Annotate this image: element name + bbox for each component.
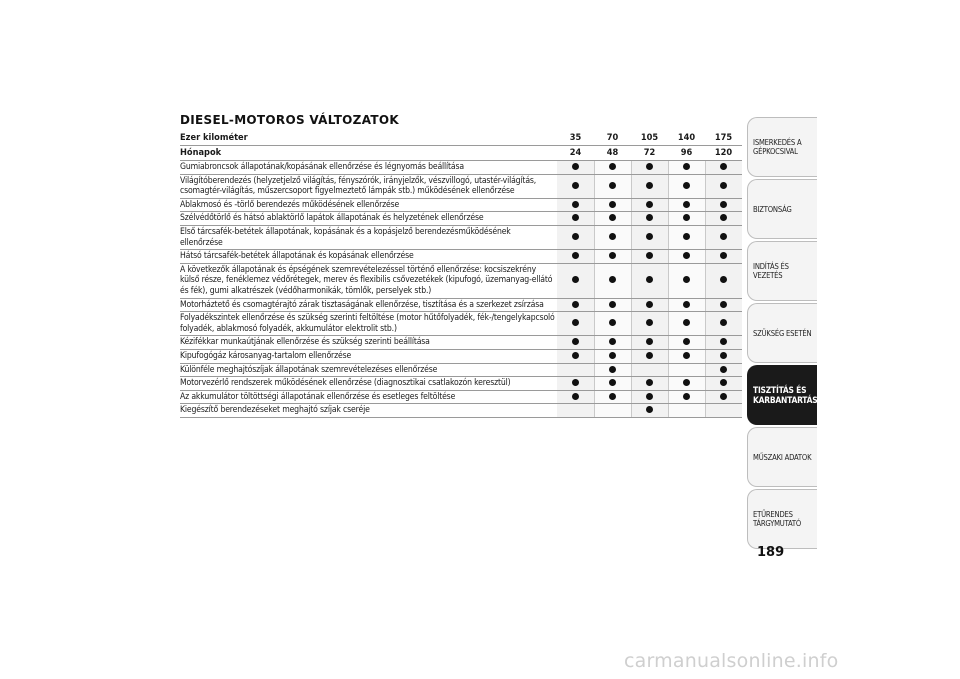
table-row	[180, 298, 742, 312]
check-dot-icon	[683, 252, 690, 259]
interval-cell	[557, 349, 594, 363]
check-dot-icon	[720, 366, 727, 373]
interval-cell	[631, 212, 668, 226]
interval-cell	[668, 377, 705, 391]
interval-cell	[594, 363, 631, 377]
header-value: 72	[631, 146, 668, 161]
check-dot-icon	[720, 252, 727, 259]
maintenance-table	[180, 131, 742, 418]
interval-cell	[668, 349, 705, 363]
check-dot-icon	[646, 319, 653, 326]
check-dot-icon	[720, 182, 727, 189]
check-dot-icon	[646, 214, 653, 221]
check-dot-icon	[646, 276, 653, 283]
interval-cell	[668, 250, 705, 264]
interval-cell	[631, 298, 668, 312]
interval-cell	[594, 225, 631, 249]
interval-cell	[631, 161, 668, 175]
interval-cell	[668, 336, 705, 350]
chapter-tab-label: INDÍTÁS ÉS VEZETÉS	[753, 262, 789, 280]
check-dot-icon	[683, 352, 690, 359]
header-value: 48	[594, 146, 631, 161]
header-value: 35	[557, 131, 594, 146]
page-number: 189	[757, 545, 785, 560]
interval-cell	[557, 225, 594, 249]
table-row	[180, 198, 742, 212]
chapter-tab[interactable]	[747, 303, 817, 363]
header-label: Hónapok	[180, 146, 557, 161]
row-description-text: Kiegészítő berendezéseket meghajtó szíjak cseréje	[180, 405, 370, 416]
interval-cell	[557, 377, 594, 391]
interval-cell	[594, 263, 631, 298]
interval-cell	[557, 250, 594, 264]
interval-cell	[631, 225, 668, 249]
interval-cell	[705, 161, 742, 175]
check-dot-icon	[572, 379, 579, 386]
interval-cell	[594, 390, 631, 404]
row-description	[180, 377, 557, 391]
interval-cell	[705, 363, 742, 377]
interval-cell	[668, 161, 705, 175]
check-dot-icon	[683, 393, 690, 400]
row-description	[180, 225, 557, 249]
watermark: carmanualsonline.info	[624, 650, 839, 672]
interval-cell	[557, 263, 594, 298]
check-dot-icon	[609, 163, 616, 170]
row-description-text: Motorháztető és csomagtérajtó zárak tisztaságának ellenőrzése, tisztítása és a szerkezet zsírzása	[180, 299, 544, 310]
interval-cell	[594, 250, 631, 264]
interval-cell	[705, 263, 742, 298]
interval-cell	[557, 363, 594, 377]
table-row	[180, 404, 742, 418]
chapter-tab-label: TISZTÍTÁS ÉS KARBANTARTÁS	[753, 385, 818, 405]
row-description	[180, 198, 557, 212]
table-row	[180, 174, 742, 198]
interval-cell	[631, 250, 668, 264]
table-row	[180, 390, 742, 404]
row-description	[180, 161, 557, 175]
table-row	[180, 161, 742, 175]
check-dot-icon	[609, 201, 616, 208]
row-description-text: Kipufogógáz károsanyag-tartalom ellenőrzése	[180, 350, 352, 361]
interval-cell	[631, 198, 668, 212]
interval-cell	[594, 312, 631, 336]
row-description-text: Folyadékszintek ellenőrzése és szükség szerinti feltöltése (motor hűtőfolyadék, fék-/tengelykapcsoló folyadék, ablakmosó folyadék, akkumulátor elektrolit stb.)	[180, 313, 555, 334]
check-dot-icon	[683, 233, 690, 240]
check-dot-icon	[720, 201, 727, 208]
header-row	[180, 131, 742, 146]
header-label: Ezer kilométer	[180, 131, 557, 146]
check-dot-icon	[720, 393, 727, 400]
interval-cell	[594, 161, 631, 175]
check-dot-icon	[609, 393, 616, 400]
interval-cell	[705, 312, 742, 336]
interval-cell	[668, 212, 705, 226]
interval-cell	[631, 174, 668, 198]
interval-cell	[557, 212, 594, 226]
check-dot-icon	[646, 406, 653, 413]
chapter-tab-label: ISMERKEDÉS A GÉPKOCSIVAL	[753, 138, 802, 156]
check-dot-icon	[683, 338, 690, 345]
check-dot-icon	[572, 393, 579, 400]
check-dot-icon	[572, 338, 579, 345]
interval-cell	[557, 390, 594, 404]
chapter-tab-label: ETŰRENDES TÁRGYMUTATÓ	[753, 510, 801, 528]
check-dot-icon	[572, 276, 579, 283]
row-description	[180, 263, 557, 298]
interval-cell	[594, 298, 631, 312]
check-dot-icon	[720, 301, 727, 308]
interval-cell	[668, 263, 705, 298]
check-dot-icon	[572, 201, 579, 208]
check-dot-icon	[720, 214, 727, 221]
header-value: 105	[631, 131, 668, 146]
row-description	[180, 250, 557, 264]
check-dot-icon	[609, 301, 616, 308]
interval-cell	[668, 298, 705, 312]
interval-cell	[705, 298, 742, 312]
check-dot-icon	[609, 319, 616, 326]
check-dot-icon	[720, 276, 727, 283]
chapter-tab[interactable]	[747, 117, 817, 177]
row-description-text: Az akkumulátor töltöttségi állapotának ellenőrzése és esetleges feltöltése	[180, 391, 456, 402]
interval-cell	[668, 225, 705, 249]
interval-cell	[631, 390, 668, 404]
check-dot-icon	[609, 338, 616, 345]
header-value: 96	[668, 146, 705, 161]
interval-cell	[631, 363, 668, 377]
interval-cell	[557, 404, 594, 418]
row-description-text: A következők állapotának és épségének szemrevételezéssel történő ellenőrzése: kocsiszekrény külső része, fenéklemez védőrétegek, merev és flexibilis csővezetékek (kipufogó, üzemanyag-ellátó és fék), gumi alkatrészek (védőharmonikák, tömlők, perselyek stb.)	[180, 264, 553, 296]
header-row	[180, 146, 742, 161]
interval-cell	[705, 174, 742, 198]
interval-cell	[594, 377, 631, 391]
row-description-text: Szélvédőtörlő és hátsó ablaktörlő lapátok állapotának és helyzetének ellenőrzése	[180, 213, 484, 224]
row-description	[180, 312, 557, 336]
interval-cell	[705, 198, 742, 212]
chapter-tab-label: BIZTONSÁG	[753, 204, 792, 214]
table-row	[180, 225, 742, 249]
check-dot-icon	[609, 252, 616, 259]
check-dot-icon	[609, 182, 616, 189]
interval-cell	[705, 336, 742, 350]
interval-cell	[594, 404, 631, 418]
check-dot-icon	[609, 276, 616, 283]
interval-cell	[705, 377, 742, 391]
interval-cell	[668, 390, 705, 404]
chapter-tab[interactable]	[747, 241, 817, 301]
header-value: 24	[557, 146, 594, 161]
header-value: 140	[668, 131, 705, 146]
check-dot-icon	[683, 319, 690, 326]
check-dot-icon	[683, 201, 690, 208]
check-dot-icon	[720, 163, 727, 170]
row-description	[180, 404, 557, 418]
check-dot-icon	[572, 182, 579, 189]
row-description-text: Kézifékkar munkaútjának ellenőrzése és szükség szerinti beállítása	[180, 337, 430, 348]
interval-cell	[594, 349, 631, 363]
row-description-text: Első tárcsafék-betétek állapotának, kopásának és a kopásjelző berendezésműködésének ellenőrzése	[180, 226, 511, 248]
row-description-text: Gumiabroncsok állapotának/kopásának ellenőrzése és légnyomás beállítása	[180, 162, 464, 172]
interval-cell	[668, 312, 705, 336]
interval-cell	[594, 198, 631, 212]
interval-cell	[705, 225, 742, 249]
row-description-text: Ablakmosó és -törlő berendezés működésének ellenőrzése	[180, 199, 400, 210]
interval-cell	[705, 404, 742, 418]
row-description	[180, 349, 557, 363]
interval-cell	[668, 363, 705, 377]
chapter-tabs	[747, 117, 819, 551]
check-dot-icon	[572, 319, 579, 326]
interval-cell	[631, 312, 668, 336]
check-dot-icon	[720, 352, 727, 359]
table-row	[180, 363, 742, 377]
check-dot-icon	[609, 214, 616, 221]
check-dot-icon	[683, 182, 690, 189]
check-dot-icon	[646, 352, 653, 359]
check-dot-icon	[609, 352, 616, 359]
row-description	[180, 390, 557, 404]
check-dot-icon	[683, 214, 690, 221]
interval-cell	[631, 377, 668, 391]
row-description	[180, 174, 557, 198]
check-dot-icon	[683, 276, 690, 283]
table-row	[180, 263, 742, 298]
row-description-text: Különféle meghajtószíjak állapotának szemrevételezéses ellenőrzése	[180, 364, 438, 375]
chapter-tab[interactable]	[747, 489, 817, 549]
row-description	[180, 363, 557, 377]
check-dot-icon	[646, 393, 653, 400]
interval-cell	[631, 349, 668, 363]
interval-cell	[557, 312, 594, 336]
check-dot-icon	[572, 301, 579, 308]
interval-cell	[557, 174, 594, 198]
check-dot-icon	[609, 366, 616, 373]
check-dot-icon	[646, 301, 653, 308]
interval-cell	[557, 298, 594, 312]
row-description	[180, 212, 557, 226]
check-dot-icon	[720, 338, 727, 345]
check-dot-icon	[646, 182, 653, 189]
check-dot-icon	[572, 233, 579, 240]
check-dot-icon	[646, 201, 653, 208]
table-row	[180, 349, 742, 363]
check-dot-icon	[572, 163, 579, 170]
row-description-text: Motorvezérlő rendszerek működésének ellenőrzése (diagnosztikai csatlakozón keresztül)	[180, 378, 511, 389]
interval-cell	[705, 212, 742, 226]
chapter-tab[interactable]	[747, 365, 817, 425]
chapter-tab-label: SZÜKSÉG ESETÉN	[753, 328, 812, 338]
check-dot-icon	[720, 379, 727, 386]
interval-cell	[705, 349, 742, 363]
check-dot-icon	[720, 233, 727, 240]
table-row	[180, 212, 742, 226]
interval-cell	[668, 174, 705, 198]
table-row	[180, 377, 742, 391]
header-value: 70	[594, 131, 631, 146]
row-description-text: Hátsó tárcsafék-betétek állapotának és kopásának ellenőrzése	[180, 251, 414, 262]
interval-cell	[557, 198, 594, 212]
row-description	[180, 298, 557, 312]
chapter-tab[interactable]	[747, 427, 817, 487]
check-dot-icon	[720, 319, 727, 326]
chapter-tab-label: MŰSZAKI ADATOK	[753, 452, 812, 462]
interval-cell	[631, 336, 668, 350]
check-dot-icon	[683, 301, 690, 308]
table-row	[180, 336, 742, 350]
interval-cell	[631, 404, 668, 418]
check-dot-icon	[683, 163, 690, 170]
check-dot-icon	[646, 163, 653, 170]
check-dot-icon	[572, 214, 579, 221]
row-description	[180, 336, 557, 350]
interval-cell	[668, 404, 705, 418]
check-dot-icon	[572, 252, 579, 259]
interval-cell	[705, 390, 742, 404]
table-row	[180, 312, 742, 336]
interval-cell	[594, 336, 631, 350]
check-dot-icon	[609, 379, 616, 386]
interval-cell	[631, 263, 668, 298]
interval-cell	[594, 174, 631, 198]
interval-cell	[557, 336, 594, 350]
check-dot-icon	[646, 233, 653, 240]
interval-cell	[594, 212, 631, 226]
header-value: 120	[705, 146, 742, 161]
chapter-tab[interactable]	[747, 179, 817, 239]
interval-cell	[668, 198, 705, 212]
header-value: 175	[705, 131, 742, 146]
check-dot-icon	[609, 233, 616, 240]
interval-cell	[705, 250, 742, 264]
interval-cell	[557, 161, 594, 175]
check-dot-icon	[646, 338, 653, 345]
table-row	[180, 250, 742, 264]
row-description-text: Világítóberendezés (helyzetjelző világítás, fényszórók, irányjelzők, vészvillogó, utastér-világítás, csomagtér-világítás, műszercsoport figyelmeztető lámpák stb.) működésének ellenőrzése	[180, 175, 537, 197]
section-title: DIESEL-MOTOROS VÁLTOZATOK	[180, 113, 399, 127]
check-dot-icon	[646, 252, 653, 259]
check-dot-icon	[683, 379, 690, 386]
check-dot-icon	[572, 352, 579, 359]
check-dot-icon	[646, 379, 653, 386]
